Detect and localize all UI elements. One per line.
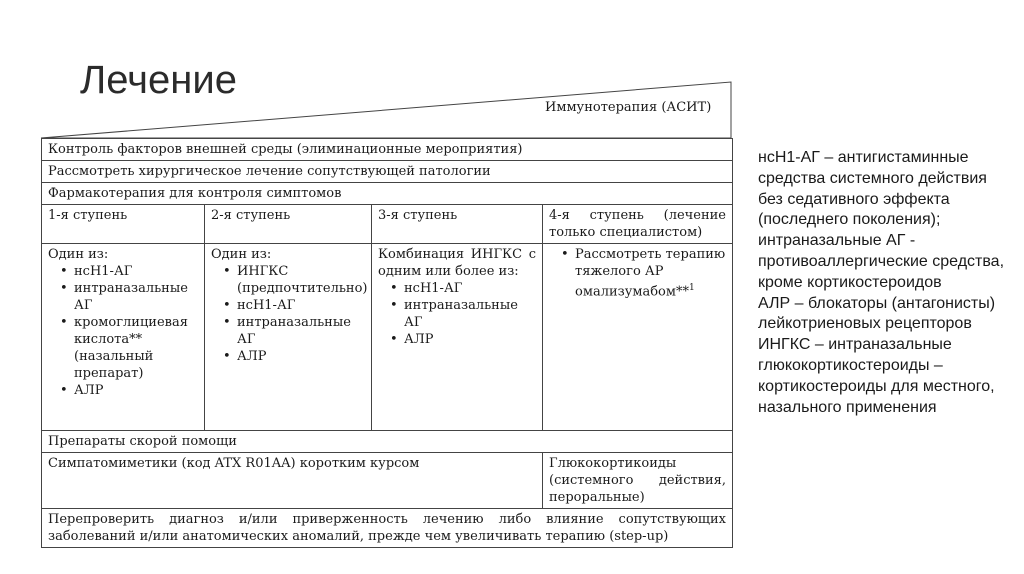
note-alr: АЛР – блокаторы (антагонисты) лейкотриеновых рецепторов bbox=[758, 294, 996, 333]
row-step-content bbox=[42, 244, 732, 431]
step-4-header: 4-я ступень (лечение только специалистом) bbox=[549, 208, 726, 240]
list-item: • кромоглициевая кислота** (назальный препарат) bbox=[48, 314, 198, 382]
step-1-content bbox=[42, 244, 205, 430]
note-nsh1ag: нсН1-АГ – антигистаминные средства системного действия без седативного эффекта (последнего поколения); bbox=[758, 149, 987, 229]
note-intranasal-ag: интраназальные АГ - противоаллергические средства, кроме кортикостероидов bbox=[758, 232, 1005, 291]
treatment-table bbox=[41, 138, 733, 548]
list-item: • интраназальные АГ bbox=[211, 314, 365, 348]
step-2-header: 2-я ступень bbox=[205, 205, 372, 243]
step-4-item-text: Рассмотреть терапию тяжелого АР омализумабом** bbox=[575, 247, 726, 300]
list-item: • АЛР bbox=[48, 382, 198, 399]
list-item: • АЛР bbox=[211, 348, 365, 365]
step-4-content bbox=[543, 244, 732, 430]
sympathomimetics-cell: Симпатомиметики (код ATX R01AA) коротким курсом bbox=[42, 453, 543, 508]
row-pharmacotherapy: Фармакотерапия для контроля симптомов bbox=[42, 183, 732, 205]
list-item: • интраназальные АГ bbox=[48, 280, 198, 314]
step-3-intro: Комбинация ИНГКС с одним или более из: bbox=[378, 247, 536, 279]
step-3-content bbox=[372, 244, 543, 430]
slide-title: Лечение bbox=[80, 58, 237, 102]
step-3-header: 3-я ступень bbox=[372, 205, 543, 243]
step-1-header: 1-я ступень bbox=[42, 205, 205, 243]
footnote-marker: 1 bbox=[688, 283, 695, 293]
list-item: • АЛР bbox=[378, 331, 536, 348]
list-item: • нсН1-АГ bbox=[378, 280, 536, 297]
row-emergency: Препараты скорой помощи bbox=[42, 431, 732, 453]
row-surgical: Рассмотреть хирургическое лечение сопутствующей патологии bbox=[42, 161, 732, 183]
row-recheck: Перепроверить диагноз и/или приверженность лечению либо влияние сопутствующих заболеваний и/или анатомических аномалий, прежде чем увеличивать терапию (step-up) bbox=[48, 512, 726, 544]
immunotherapy-label: Иммунотерапия (АСИТ) bbox=[545, 100, 712, 115]
row-environment-control: Контроль факторов внешней среды (элиминационные мероприятия) bbox=[42, 139, 732, 161]
step-1-intro: Один из: bbox=[48, 247, 109, 262]
abbreviation-notes bbox=[758, 148, 1010, 418]
list-item: • нсН1-АГ bbox=[48, 263, 198, 280]
glucocorticoids-cell: Глюкокортикоиды (системного действия, пероральные) bbox=[549, 456, 726, 505]
list-item bbox=[549, 246, 726, 300]
step-2-content bbox=[205, 244, 372, 430]
step-2-intro: Один из: bbox=[211, 247, 272, 262]
list-item: • интраназальные АГ bbox=[378, 297, 536, 331]
row-steps bbox=[42, 205, 732, 244]
note-ingks: ИНГКС – интраназальные глюкокортикостероиды – кортикостероиды для местного, назального применения bbox=[758, 336, 995, 416]
list-item: • ИНГКС (предпочтительно) bbox=[211, 263, 365, 297]
list-item: • нсН1-АГ bbox=[211, 297, 365, 314]
row-rescue-meds bbox=[42, 453, 732, 509]
